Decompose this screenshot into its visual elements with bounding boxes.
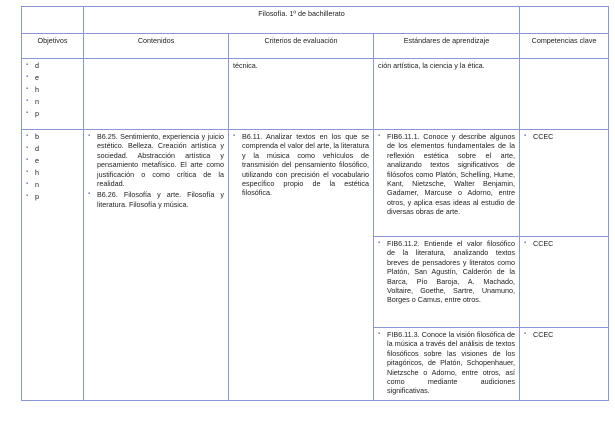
list-item: ▪ n	[26, 97, 79, 106]
blank-cell	[22, 7, 84, 34]
estandar-continuation: ción artística, la ciencia y la ética.	[378, 61, 485, 70]
contenido-item: ▪ B6.25. Sentimiento, experiencia y juicio estético. Belleza. Creación artística y sociedad. Abstracción artística y pensamiento metafísico. El arte como justificación o como crítica de la realidad.	[88, 132, 224, 188]
contenidos-cell	[84, 130, 229, 401]
blank-cell	[520, 7, 609, 34]
header-contenidos: Contenidos	[84, 34, 229, 59]
header-estandares: Estándares de aprendizaje	[374, 34, 520, 59]
list-item: ▪ n	[26, 180, 79, 189]
list-item: ▪ p	[26, 192, 79, 201]
estandar-item: ▪ FIB6.11.1. Conoce y describe algunos de los elementos fundamentales de la reflexión estética sobre el arte, analizando textos significativos de filósofos como Platón, Schelling, Hume, Kant, Nietzsche, Walter Benjamin, Gadamer, Marcuse o Adorno, entre otros, y aplica esas ideas al estudio de diversas obras de arte.	[378, 132, 515, 217]
list-item: ▪ h	[26, 168, 79, 177]
estandar-item: ▪ FIB6.11.3. Conoce la visión filosófica de la música a través del análisis de textos filosóficos sobre las visiones de los pitagóricos, de Platón, Schopenhauer, Nietzsche o Adorno, entre otros, así como mediante audiciones significativas.	[378, 330, 515, 396]
estandar-item: ▪ FIB6.11.2. Entiende el valor filosófico de la literatura, analizando textos breves de pensadores y literatos como Platón, San Agustín, Calderón de la Barca, Pío Baroja, A. Machado, Voltaire, Goethe, Sartre, Unamuno, Borges o Camus, entre otros.	[378, 239, 515, 305]
list-item: ▪ d	[26, 144, 79, 153]
list-item: ▪ b	[26, 132, 79, 141]
competencias-cell	[520, 237, 609, 328]
competencias-cell	[520, 59, 609, 130]
list-item: ▪ d	[26, 61, 79, 70]
estandares-cell	[374, 59, 520, 130]
competencia-item: ▪ CCEC	[524, 330, 604, 339]
competencia-item: ▪ CCEC	[524, 239, 604, 248]
contenido-item: ▪ B6.26. Filosofía y arte. Filosofía y literatura. Filosofía y música.	[88, 190, 224, 209]
list-item: ▪ e	[26, 73, 79, 82]
list-item: ▪ p	[26, 109, 79, 118]
table-title: Filosofía. 1º de bachillerato	[84, 7, 520, 34]
estandares-cell	[374, 130, 520, 237]
header-competencias: Competencias clave	[520, 34, 609, 59]
table-row	[22, 130, 609, 237]
list-item: ▪ h	[26, 85, 79, 94]
criterios-cell	[229, 130, 374, 401]
criterio-continuation: técnica.	[233, 61, 258, 70]
curriculum-table	[21, 6, 609, 401]
objetivos-cell	[22, 59, 84, 130]
table-row	[22, 59, 609, 130]
title-row	[22, 7, 609, 34]
competencias-cell	[520, 130, 609, 237]
criterios-cell	[229, 59, 374, 130]
list-item: ▪ e	[26, 156, 79, 165]
estandares-cell	[374, 237, 520, 328]
header-criterios: Criterios de evaluación	[229, 34, 374, 59]
header-objetivos: Objetivos	[22, 34, 84, 59]
competencias-cell	[520, 328, 609, 401]
criterio-item: ▪ B6.11. Analizar textos en los que se comprenda el valor del arte, la literatura y la música como vehículos de transmisión del pensamiento filosófico, utilizando con precisión el vocabulario específico propio de la estética filosófica.	[233, 132, 369, 198]
column-header-row	[22, 34, 609, 59]
competencia-item: ▪ CCEC	[524, 132, 604, 141]
estandares-cell	[374, 328, 520, 401]
contenidos-cell	[84, 59, 229, 130]
objetivos-cell	[22, 130, 84, 401]
